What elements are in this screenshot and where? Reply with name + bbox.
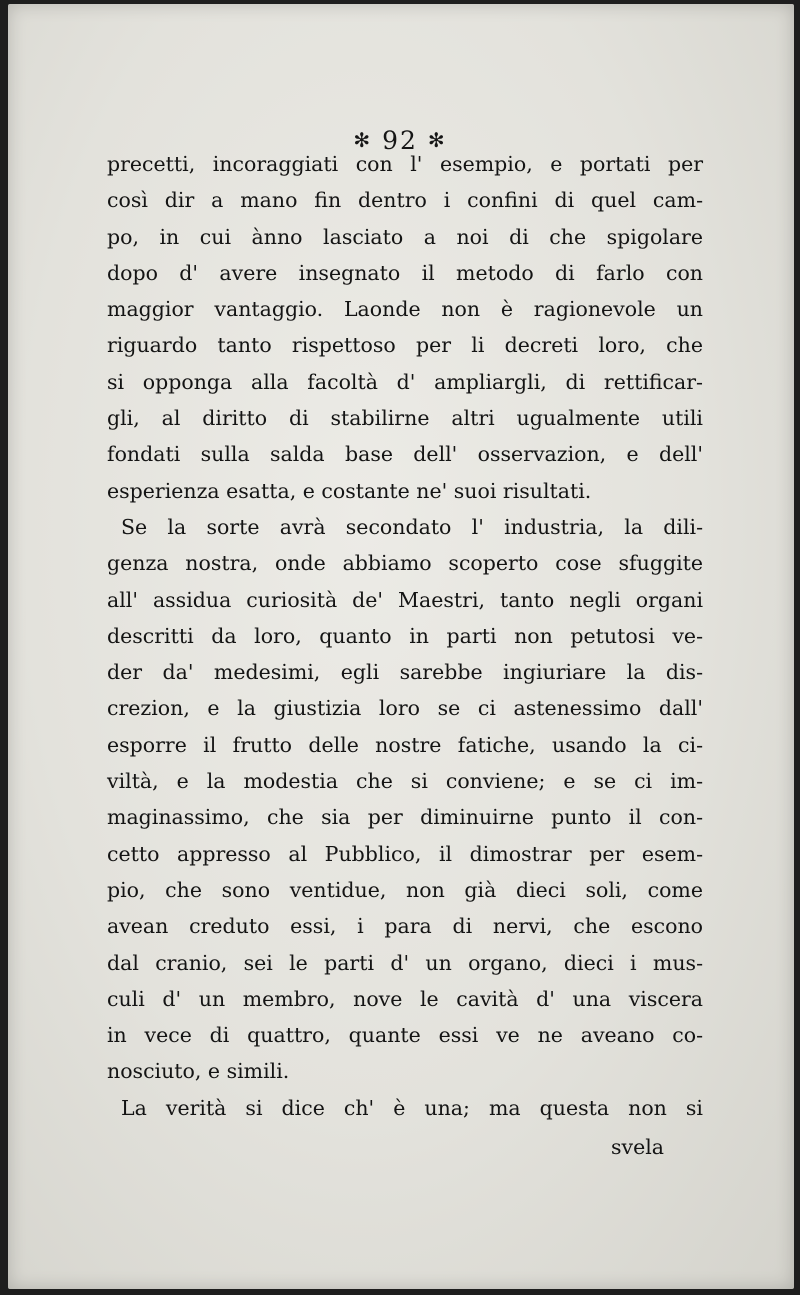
text-line: La verità si dice ch' è una; ma questa non si [121,1095,703,1120]
text-line: in vece di quattro, quante essi ve ne aveano co- [107,1023,703,1048]
text-line: maggior vantaggio. Laonde non è ragionevole un [107,297,703,322]
text-line: pio, che sono ventidue, non già dieci soli, come [107,877,703,902]
text-line: po, in cui ànno lasciato a noi di che spigolare [107,224,703,249]
catchword: svela [610,1135,664,1159]
text-line: dal cranio, sei le parti d' un organo, dieci i mus- [107,950,703,975]
text-line: gli, al diritto di stabilirne altri ugualmente utili [107,406,703,431]
text-line: si opponga alla facoltà d' ampliargli, di rettificar- [107,369,703,394]
text-line: all' assidua curiosità de' Maestri, tanto negli organi [107,587,703,612]
text-line: riguardo tanto rispettoso per li decreti loro, che [107,333,703,358]
ornament-left-icon: ✻ [353,128,373,152]
text-line: der da' medesimi, egli sarebbe ingiuriare la dis- [107,660,703,685]
text-line: precetti, incoraggiati con l' esempio, e portati per [107,152,703,176]
text-line: maginassimo, che sia per diminuirne punto il con- [107,805,703,830]
text-line: così dir a mano fin dentro i confini di quel cam- [107,188,703,213]
text-line: esporre il frutto delle nostre fatiche, usando la ci- [107,732,703,757]
text-line: culi d' un membro, nove le cavità d' una viscera [107,986,703,1011]
page-number: 92 [382,126,418,155]
text-line: dopo d' avere insegnato il metodo di farlo con [107,260,703,285]
text-line: avean creduto essi, i para di nervi, che escono [107,914,703,939]
text-line: fondati sulla salda base dell' osservazion, e dell' [107,442,703,467]
paragraph-3 [107,1090,703,1126]
text-line: cetto appresso al Pubblico, il dimostrar per esem- [107,841,703,866]
text-line: Se la sorte avrà secondato l' industria, la dili- [121,514,703,539]
text-line: descritti da loro, quanto in parti non petutosi ve- [107,623,703,648]
paragraph-1 [107,146,703,509]
text-line: esperienza esatta, e costante ne' suoi risultati. [107,478,592,503]
text-line: crezion, e la giustizia loro se ci astenessimo dall' [107,696,703,721]
ornament-right-icon: ✻ [427,128,447,152]
body-text [107,146,703,1126]
text-line: viltà, e la modestia che si conviene; e se ci im- [107,769,703,794]
paragraph-2 [107,509,703,1090]
text-line: genza nostra, onde abbiamo scoperto cose sfuggite [107,551,703,576]
text-line: nosciuto, e simili. [107,1059,290,1084]
